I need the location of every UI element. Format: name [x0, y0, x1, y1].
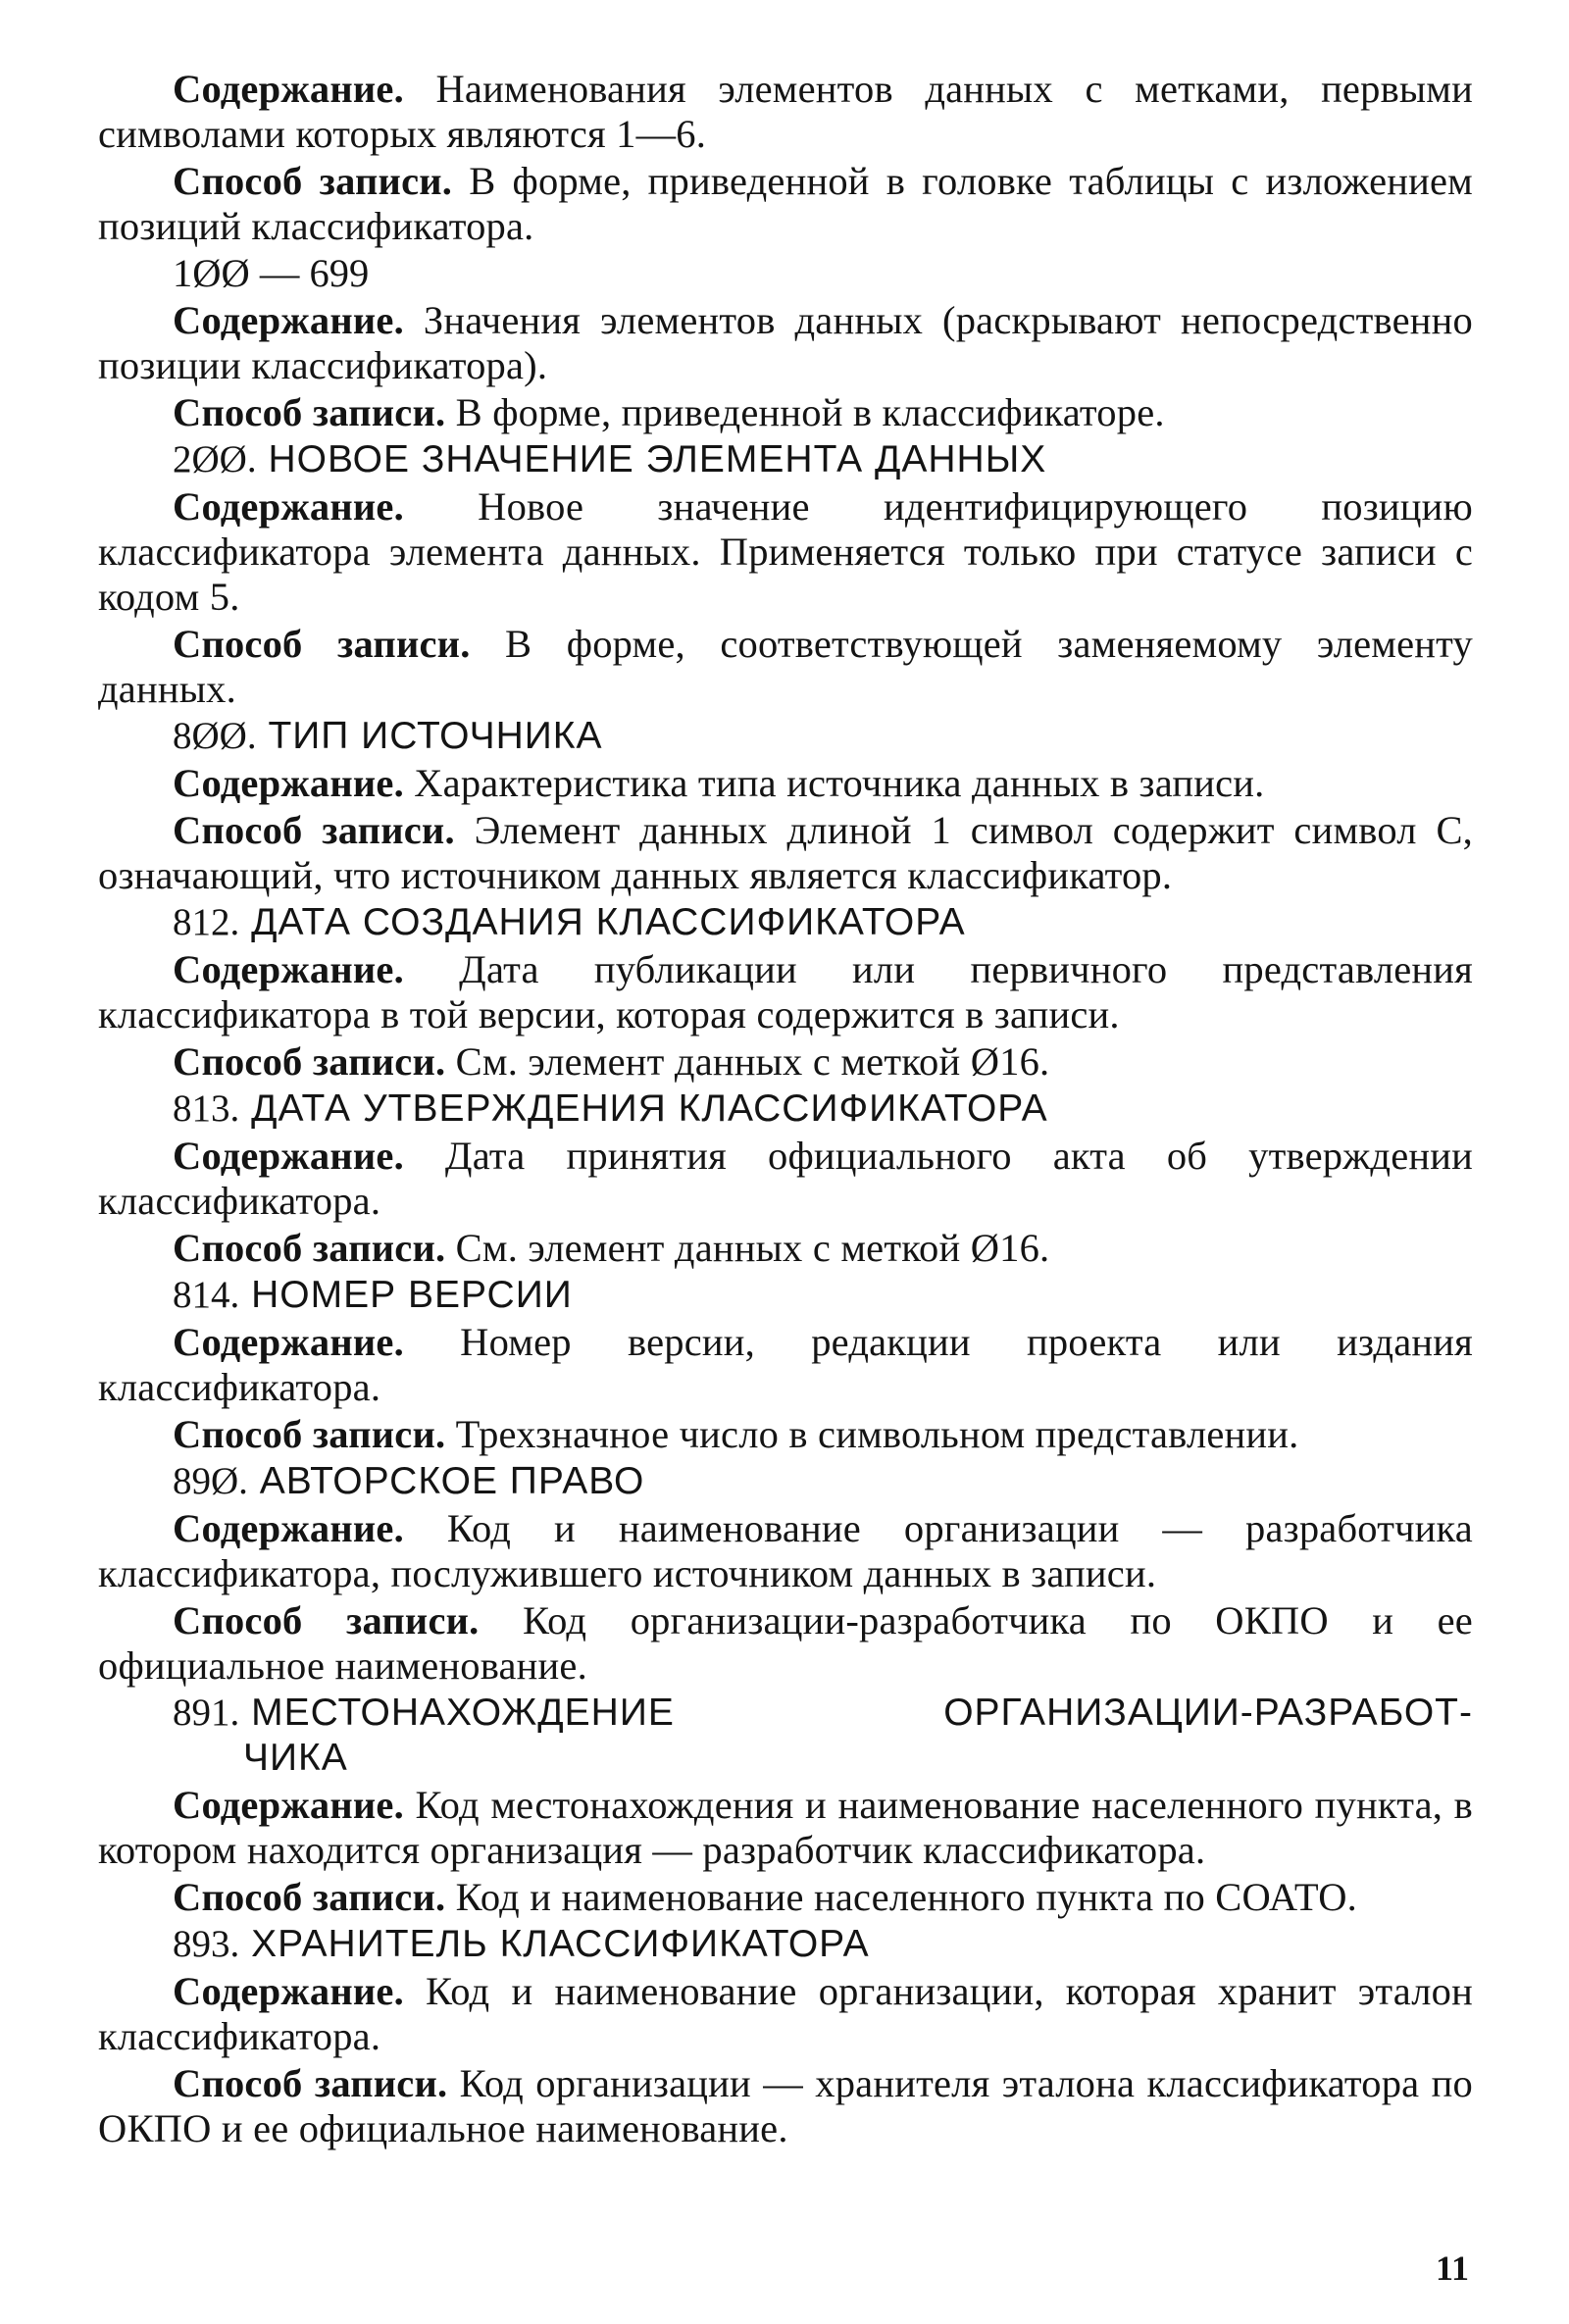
paragraph-label: Способ записи.: [173, 390, 446, 434]
paragraph-text: Код и наименование организации — разработчика классификатора, послужившего источником данных в записи.: [98, 1506, 1473, 1595]
paragraph-label: Содержание.: [173, 298, 404, 342]
paragraph-label: Содержание.: [173, 947, 404, 991]
section-title: ХРАНИТЕЛЬ КЛАССИФИКАТОРА: [251, 1923, 870, 1965]
paragraph-text: См. элемент данных с меткой Ø16.: [445, 1039, 1050, 1084]
paragraph-text: Трехзначное число в символьном представлении.: [445, 1412, 1299, 1456]
paragraph-label: Способ записи.: [173, 1598, 480, 1642]
paragraph: [98, 761, 1473, 806]
section-title-right: ОРГАНИЗАЦИИ-РАЗРАБОТ-: [943, 1692, 1473, 1734]
section-number: 891.: [173, 1692, 240, 1734]
paragraph-label: Содержание.: [173, 1969, 404, 2013]
section-heading: [98, 1273, 1473, 1318]
paragraph-text: Дата принятия официального акта об утверждении классификатора.: [98, 1134, 1473, 1223]
section-number: 812.: [173, 901, 240, 943]
paragraph-text: Элемент данных длиной 1 символ содержит символ С, означающий, что источником данных является классификатор.: [98, 808, 1473, 897]
paragraph: [98, 2061, 1473, 2151]
paragraph: [98, 390, 1473, 435]
paragraph-label: Содержание.: [173, 67, 404, 111]
paragraph-text: Характеристика типа источника данных в записи.: [403, 761, 1265, 805]
paragraph-label: Способ записи.: [173, 1039, 446, 1084]
section-heading: [98, 1459, 1473, 1504]
code-range: 1ØØ — 699: [173, 251, 370, 295]
paragraph-text: Дата публикации или первичного представления классификатора в той версии, которая содержится в записи.: [98, 947, 1473, 1036]
paragraph-label: Способ записи.: [173, 1412, 446, 1456]
paragraph: [98, 1320, 1473, 1410]
section-number: 89Ø.: [173, 1460, 248, 1502]
paragraph: [98, 1226, 1473, 1271]
section-heading: [98, 437, 1473, 482]
paragraph-label: Способ записи.: [173, 2061, 448, 2105]
paragraph: [98, 1875, 1473, 1920]
page-number: 11: [1435, 2248, 1469, 2288]
paragraph-label: Содержание.: [173, 1134, 404, 1178]
document-page: [98, 67, 1473, 2153]
paragraph-text: В форме, приведенной в головке таблицы с изложением позиций классификатора.: [98, 159, 1473, 248]
paragraph-label: Способ записи.: [173, 808, 455, 852]
paragraph-text: В форме, приведенной в классификаторе.: [445, 390, 1165, 434]
section-title: НОВОЕ ЗНАЧЕНИЕ ЭЛЕМЕНТА ДАННЫХ: [268, 438, 1047, 480]
paragraph: [98, 159, 1473, 249]
section-title: ДАТА СОЗДАНИЯ КЛАССИФИКАТОРА: [251, 901, 966, 943]
section-title: МЕСТОНАХОЖДЕНИЕ: [251, 1692, 675, 1734]
paragraph-label: Содержание.: [173, 1320, 404, 1364]
section-title: ДАТА УТВЕРЖДЕНИЯ КЛАССИФИКАТОРА: [251, 1087, 1048, 1130]
paragraph-label: Содержание.: [173, 1506, 404, 1550]
section-heading: [98, 714, 1473, 759]
paragraph: [98, 1039, 1473, 1085]
paragraph-text: Наименования элементов данных с метками, первыми символами которых являются 1—6.: [98, 67, 1473, 156]
paragraph-text: Значения элементов данных (раскрывают непосредственно позиции классификатора).: [98, 298, 1473, 387]
paragraph-label: Содержание.: [173, 484, 404, 529]
paragraph: [98, 1506, 1473, 1596]
paragraph-text: См. элемент данных с меткой Ø16.: [445, 1226, 1050, 1270]
paragraph-label: Содержание.: [173, 1783, 404, 1827]
section-heading: [98, 1086, 1473, 1132]
paragraph: [98, 622, 1473, 712]
section-title: НОМЕР ВЕРСИИ: [251, 1274, 573, 1316]
section-number: 2ØØ.: [173, 438, 257, 480]
paragraph-label: Способ записи.: [173, 1226, 446, 1270]
paragraph: [98, 808, 1473, 898]
paragraph-text: Код и наименование организации, которая хранит эталон классификатора.: [98, 1969, 1473, 2058]
section-number: 8ØØ.: [173, 715, 257, 757]
paragraph-label: Способ записи.: [173, 1875, 446, 1919]
section-number: 893.: [173, 1923, 240, 1965]
paragraph-text: Код и наименование населенного пункта по СОАТО.: [445, 1875, 1357, 1919]
paragraph: [98, 1783, 1473, 1873]
section-number: 813.: [173, 1087, 240, 1130]
paragraph-label: Способ записи.: [173, 622, 471, 666]
paragraph: [98, 1598, 1473, 1689]
paragraph-text: Новое значение идентифицирующего позицию классификатора элемента данных. Применяется только при статусе записи с кодом 5.: [98, 484, 1473, 619]
paragraph: [98, 1969, 1473, 2059]
paragraph-text: В форме, соответствующей заменяемому элементу данных.: [98, 622, 1473, 711]
paragraph: [98, 1412, 1473, 1457]
section-title: АВТОРСКОЕ ПРАВО: [259, 1460, 645, 1502]
section-heading: [98, 1922, 1473, 1967]
paragraph-text: Номер версии, редакции проекта или издания классификатора.: [98, 1320, 1473, 1409]
paragraph: [98, 298, 1473, 388]
paragraph-text: Код местонахождения и наименование населенного пункта, в котором находится организация — разработчик классификатора.: [98, 1783, 1473, 1872]
paragraph-label: Способ записи.: [173, 159, 453, 203]
paragraph-label: Содержание.: [173, 761, 404, 805]
section-title-continuation: ЧИКА: [243, 1737, 348, 1779]
section-heading: [98, 1691, 1473, 1736]
paragraph-text: Код организации — хранителя эталона классификатора по ОКПО и ее официальное наименование.: [98, 2061, 1473, 2150]
section-title: ТИП ИСТОЧНИКА: [268, 715, 603, 757]
section-number: 814.: [173, 1274, 240, 1316]
section-heading: [98, 900, 1473, 945]
paragraph-text: Код организации-разработчика по ОКПО и ее официальное наименование.: [98, 1598, 1473, 1688]
paragraph: [98, 67, 1473, 157]
paragraph: [98, 947, 1473, 1037]
paragraph: [98, 1134, 1473, 1224]
paragraph: [98, 484, 1473, 620]
